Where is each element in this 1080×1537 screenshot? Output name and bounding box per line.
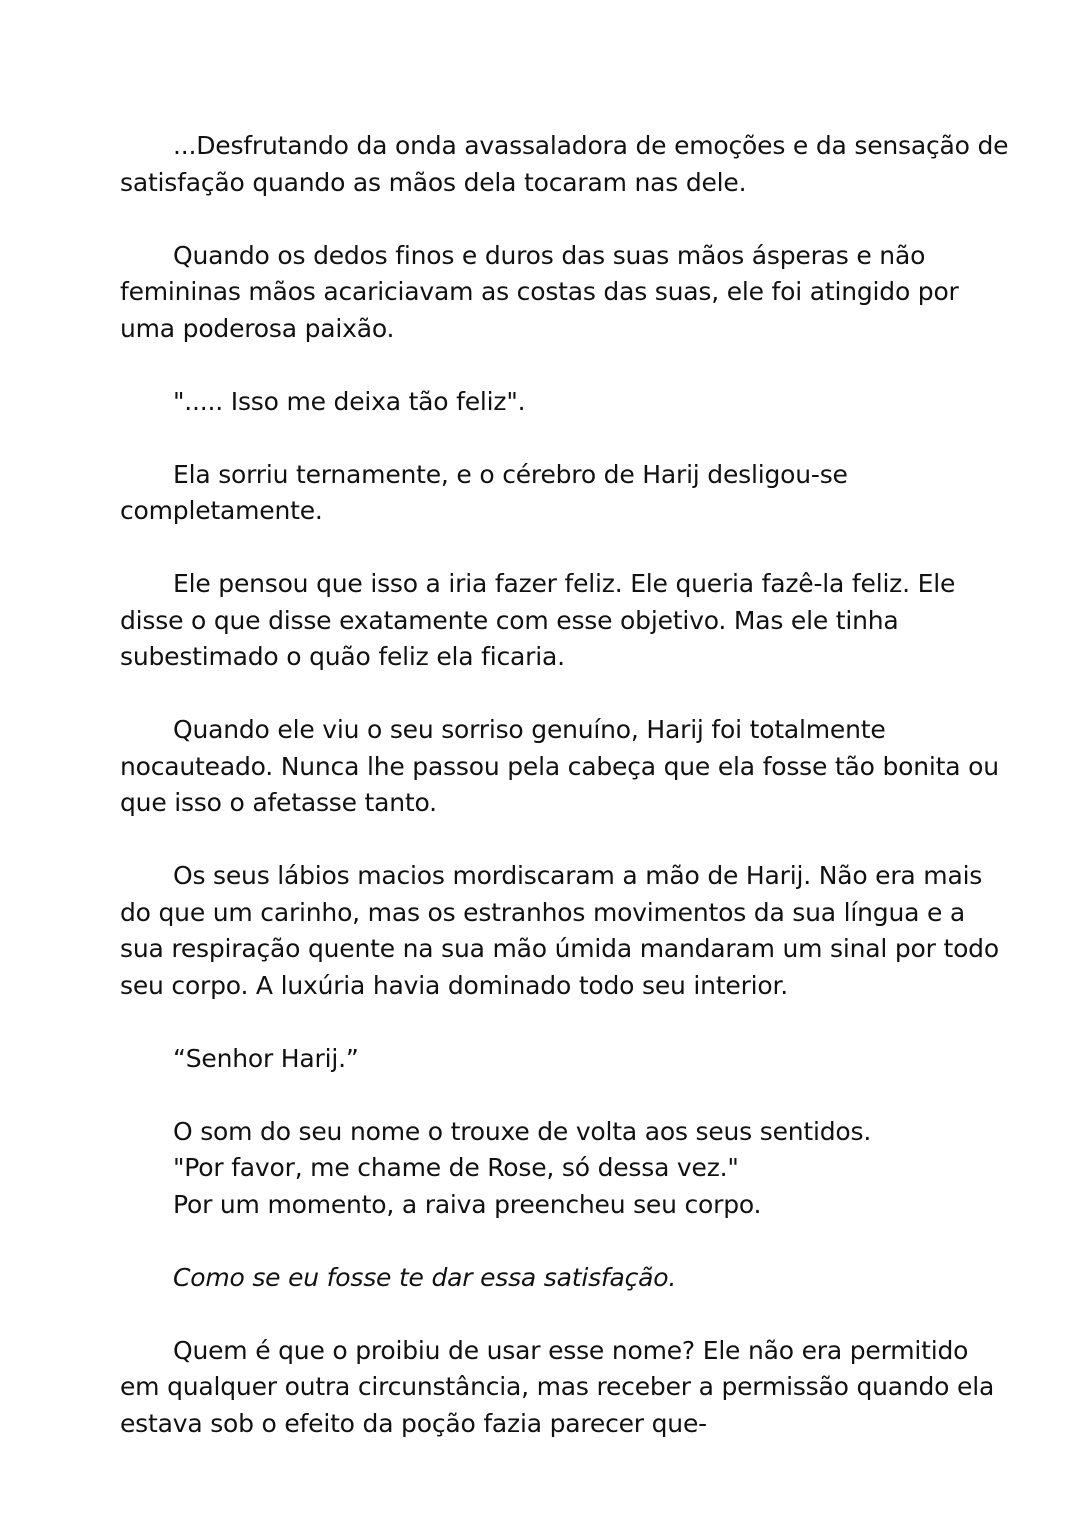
paragraph-4: Ele pensou que isso a iria fazer feliz. Ele queria fazê-la feliz. Ele disse o que disse exatamente com esse objetivo. Mas ele tinha subestimado o quão feliz ela ficaria. <box>120 569 956 671</box>
paragraph-3: Ela sorriu ternamente, e o cérebro de Harij desligou-se completamente. <box>120 459 848 525</box>
paragraph-6: Os seus lábios macios mordiscaram a mão de Harij. Não era mais do que um carinho, mas os estranhos movimentos da sua língua e a sua respiração quente na sua mão úmida mandaram um sinal por todo seu corpo. A luxúria havia dominado todo seu interior. <box>120 861 999 1000</box>
italic-thought: Como se eu fosse te dar essa satisfação. <box>173 1262 677 1292</box>
paragraph-5: Quando ele viu o seu sorriso genuíno, Harij foi totalmente nocauteado. Nunca lhe passou pela cabeça que ela fosse tão bonita ou que isso o afetasse tanto. <box>120 715 999 817</box>
dialogue-line-2: “Senhor Harij.” <box>173 1043 359 1073</box>
group-line-1: O som do seu nome o trouxe de volta aos seus sentidos. <box>173 1116 872 1146</box>
paragraph-1: ...Desfrutando da onda avassaladora de emoções e da sensação de satisfação quando as mãos dela tocaram nas dele. <box>120 131 1009 197</box>
final-paragraph: Quem é que o proibiu de usar esse nome? Ele não era permitido em qualquer outra circunstância, mas receber a permissão quando ela estava sob o efeito da poção fazia parecer que- <box>120 1335 995 1438</box>
group-line-2: "Por favor, me chame de Rose, só dessa vez." <box>173 1153 739 1182</box>
line-group <box>120 1114 1015 1224</box>
group-line-3: Por um momento, a raiva preencheu seu corpo. <box>173 1189 762 1219</box>
document-page <box>120 128 1015 1479</box>
dialogue-line-1: "..... Isso me deixa tão feliz". <box>173 386 526 416</box>
paragraph-2: Quando os dedos finos e duros das suas mãos ásperas e não femininas mãos acariciavam as costas das suas, ele foi atingido por uma poderosa paixão. <box>120 240 959 343</box>
